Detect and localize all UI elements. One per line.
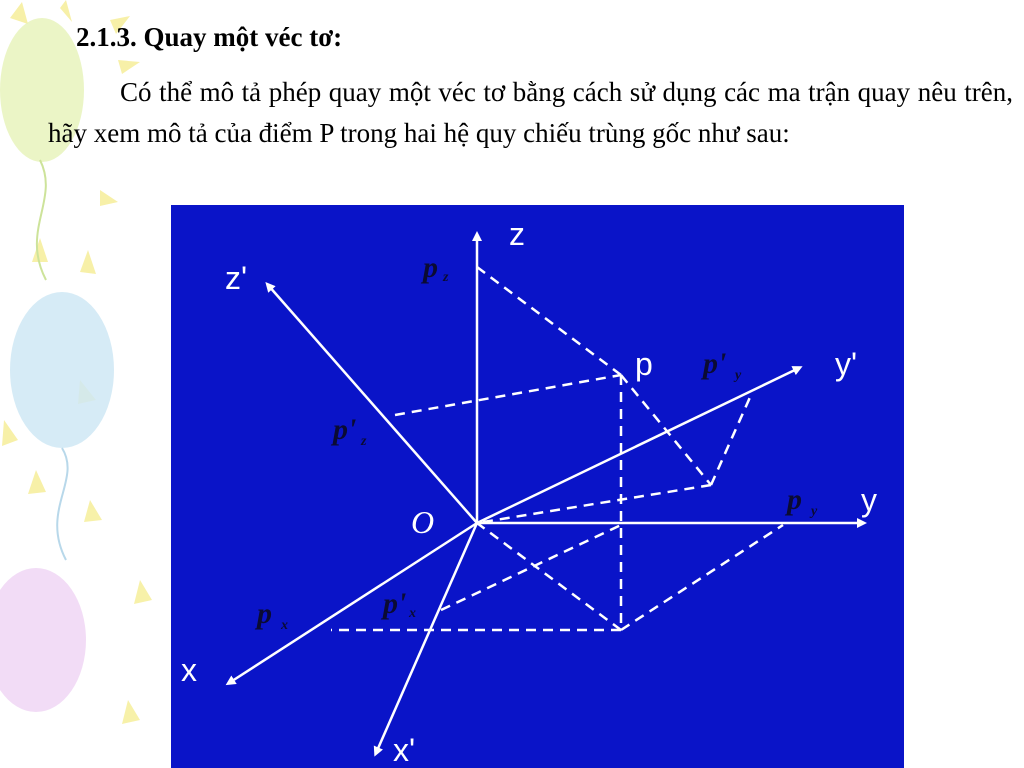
z-prime-axis-label: z' (225, 260, 248, 296)
svg-text:y: y (811, 504, 818, 519)
point-label-pz-prime (330, 413, 367, 449)
z-axis-label: z (509, 216, 525, 252)
rotation-diagram (171, 205, 904, 768)
svg-text:y: y (735, 368, 742, 383)
rotation-diagram-svg (171, 205, 904, 768)
point-label-py-prime (700, 347, 742, 383)
y-prime-axis (477, 368, 799, 523)
svg-text:p': p' (383, 587, 407, 620)
slide-paragraph: Có thể mô tả phép quay một véc tơ bằng cách sử dụng các ma trận quay nêu trên, hãy xem mô tả của điểm P trong hai hệ quy chiếu trùng gốc như sau: (48, 77, 1013, 148)
svg-text:p: p (787, 483, 802, 516)
point-label-py (784, 483, 818, 519)
svg-text:z: z (361, 434, 367, 449)
solid-axes (229, 235, 863, 753)
origin-label: O (411, 504, 435, 540)
point-p-label: p (635, 346, 653, 382)
point-label-px-prime (380, 587, 416, 621)
slide-title: 2.1.3. Quay một véc tơ: (76, 22, 343, 52)
projection-lines (331, 267, 783, 630)
svg-text:z: z (443, 270, 449, 285)
svg-text:x: x (281, 618, 288, 633)
svg-text:p': p' (703, 347, 727, 380)
svg-text:p: p (423, 251, 438, 284)
z-prime-axis (268, 285, 477, 523)
x-prime-axis (376, 523, 477, 753)
x-axis-label: x (181, 652, 197, 688)
y-axis-label: y (861, 482, 877, 518)
svg-text:p: p (257, 597, 272, 630)
svg-text:x: x (409, 606, 416, 621)
y-prime-axis-label: y' (835, 346, 858, 382)
point-label-px (254, 597, 288, 633)
point-label-pz (420, 251, 449, 285)
svg-text:p': p' (333, 413, 357, 446)
x-prime-axis-label: x' (393, 732, 416, 768)
